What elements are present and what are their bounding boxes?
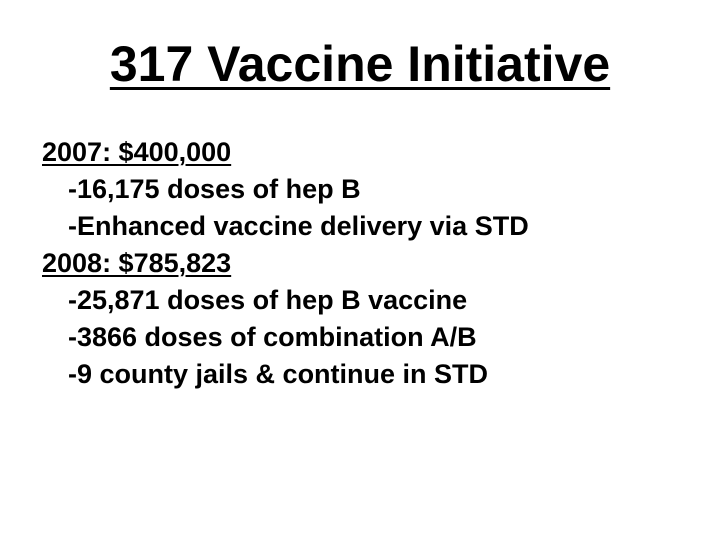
slide-title xyxy=(0,34,720,94)
bullet-item: -25,871 doses of hep B vaccine xyxy=(68,285,468,315)
slide-body xyxy=(42,134,702,393)
section-2007-heading xyxy=(42,134,702,171)
bullet-item: -3866 doses of combination A/B xyxy=(68,322,477,352)
section-2008-heading xyxy=(42,245,702,282)
bullet-item: -9 county jails & continue in STD xyxy=(68,359,489,389)
section-2008-heading-text: 2008: $785,823 xyxy=(42,248,232,278)
slide-title-text: 317 Vaccine Initiative xyxy=(109,36,611,92)
section-2007-heading-text: 2007: $400,000 xyxy=(42,137,232,167)
bullet-item: -Enhanced vaccine delivery via STD xyxy=(68,211,529,241)
bullet-item: -16,175 doses of hep B xyxy=(68,174,361,204)
